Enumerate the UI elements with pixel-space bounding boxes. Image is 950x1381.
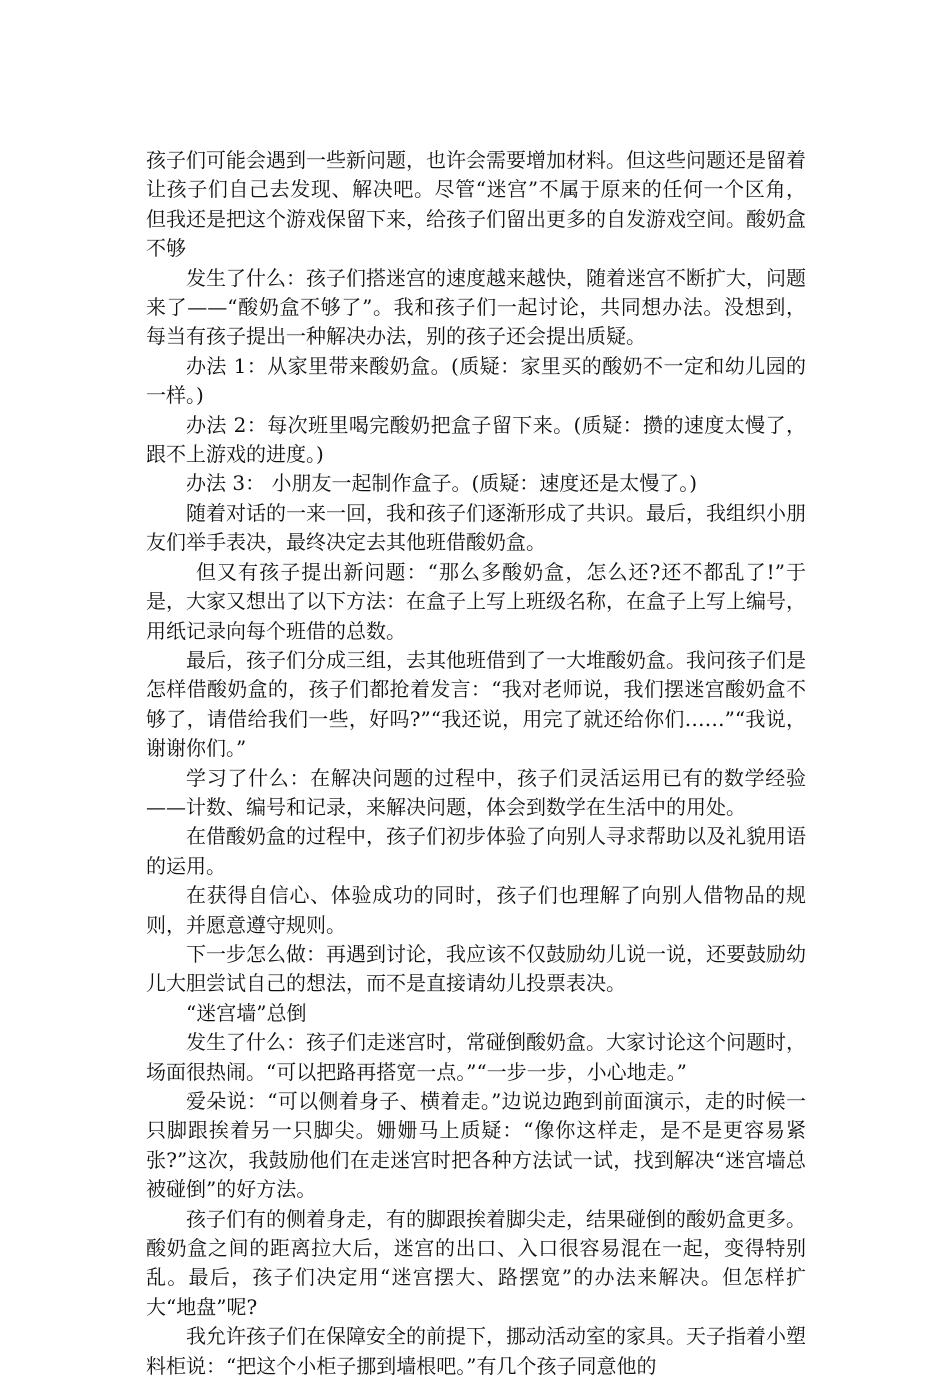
- document-body: [146, 146, 806, 1381]
- paragraph: 下一步怎么做：再遇到讨论，我应该不仅鼓励幼儿说一说，还要鼓励幼儿大胆尝试自己的想法，而不是直接请幼儿投票表决。: [146, 941, 806, 996]
- paragraph: 在获得自信心、体验成功的同时，孩子们也理解了向别人借物品的规则，并愿意遵守规则。: [146, 883, 806, 937]
- paragraph: 发生了什么：孩子们搭迷宫的速度越来越快，随着迷宫不断扩大，问题来了——“酸奶盒不够了”。我和孩子们一起讨论，共同想办法。没想到，每当有孩子提出一种解决办法，别的孩子还会提出质疑。: [146, 265, 806, 349]
- paragraph: 但又有孩子提出新问题：“那么多酸奶盒，怎么还?还不都乱了!”于是，大家又想出了以下方法：在盒子上写上班级名称，在盒子上写上编号，用纸记录向每个班借的总数。: [146, 559, 806, 643]
- paragraph: 孩子们可能会遇到一些新问题，也许会需要增加材料。但这些问题还是留着让孩子们自己去发现、解决吧。尽管“迷宫”不属于原来的任何一个区角，但我还是把这个游戏保留下来，给孩子们留出更多的自发游戏空间。酸奶盒不够: [146, 148, 806, 261]
- paragraph: 随着对话的一来一回，我和孩子们逐渐形成了共识。最后，我组织小朋友们举手表决，最终决定去其他班借酸奶盒。: [146, 500, 806, 555]
- paragraph: 孩子们有的侧着身走，有的脚跟挨着脚尖走，结果碰倒的酸奶盒更多。酸奶盒之间的距离拉大后，迷宫的出口、入口很容易混在一起，变得特别乱。最后，孩子们决定用“迷宫摆大、路摆宽”的办法来解决。但怎样扩大“地盘”呢?: [146, 1206, 806, 1319]
- paragraph: 办法 2：每次班里喝完酸奶把盒子留下来。(质疑：攒的速度太慢了，跟不上游戏的进度。): [146, 412, 806, 467]
- paragraph: 办法 1：从家里带来酸奶盒。(质疑：家里买的酸奶不一定和幼儿园的一样。): [146, 353, 806, 408]
- paragraph: 我允许孩子们在保障安全的前提下，挪动活动室的家具。天子指着小塑料柜说：“把这个小柜子挪到墙根吧。”有几个孩子同意他的: [146, 1324, 806, 1378]
- paragraph: 在借酸奶盒的过程中，孩子们初步体验了向别人寻求帮助以及礼貌用语的运用。: [146, 824, 806, 878]
- paragraph: 发生了什么：孩子们走迷宫时，常碰倒酸奶盒。大家讨论这个问题时，场面很热闹。“可以把路再搭宽一点。”“一步一步，小心地走。”: [146, 1030, 806, 1084]
- section-heading: “迷宫墙”总倒: [186, 1000, 307, 1025]
- paragraph: 学习了什么：在解决问题的过程中，孩子们灵活运用已有的数学经验——计数、编号和记录，来解决问题，体会到数学在生活中的用处。: [146, 765, 806, 819]
- paragraph: 爱朵说：“可以侧着身子、横着走。”边说边跑到前面演示，走的时候一只脚跟挨着另一只脚尖。姗姗马上质疑：“像你这样走，是不是更容易紧张?”这次，我鼓励他们在走迷宫时把各种方法试一试，找到解决“迷宫墙总被碰倒”的好方法。: [146, 1089, 806, 1202]
- paragraph: 最后，孩子们分成三组，去其他班借到了一大堆酸奶盒。我问孩子们是怎样借酸奶盒的，孩子们都抢着发言：“我对老师说，我们摆迷宫酸奶盒不够了，请借给我们一些，好吗?”“我还说，用完了就还给你们……”“我说，谢谢你们。”: [146, 647, 806, 761]
- paragraph: 办法 3： 小朋友一起制作盒子。(质疑：速度还是太慢了。): [186, 471, 698, 496]
